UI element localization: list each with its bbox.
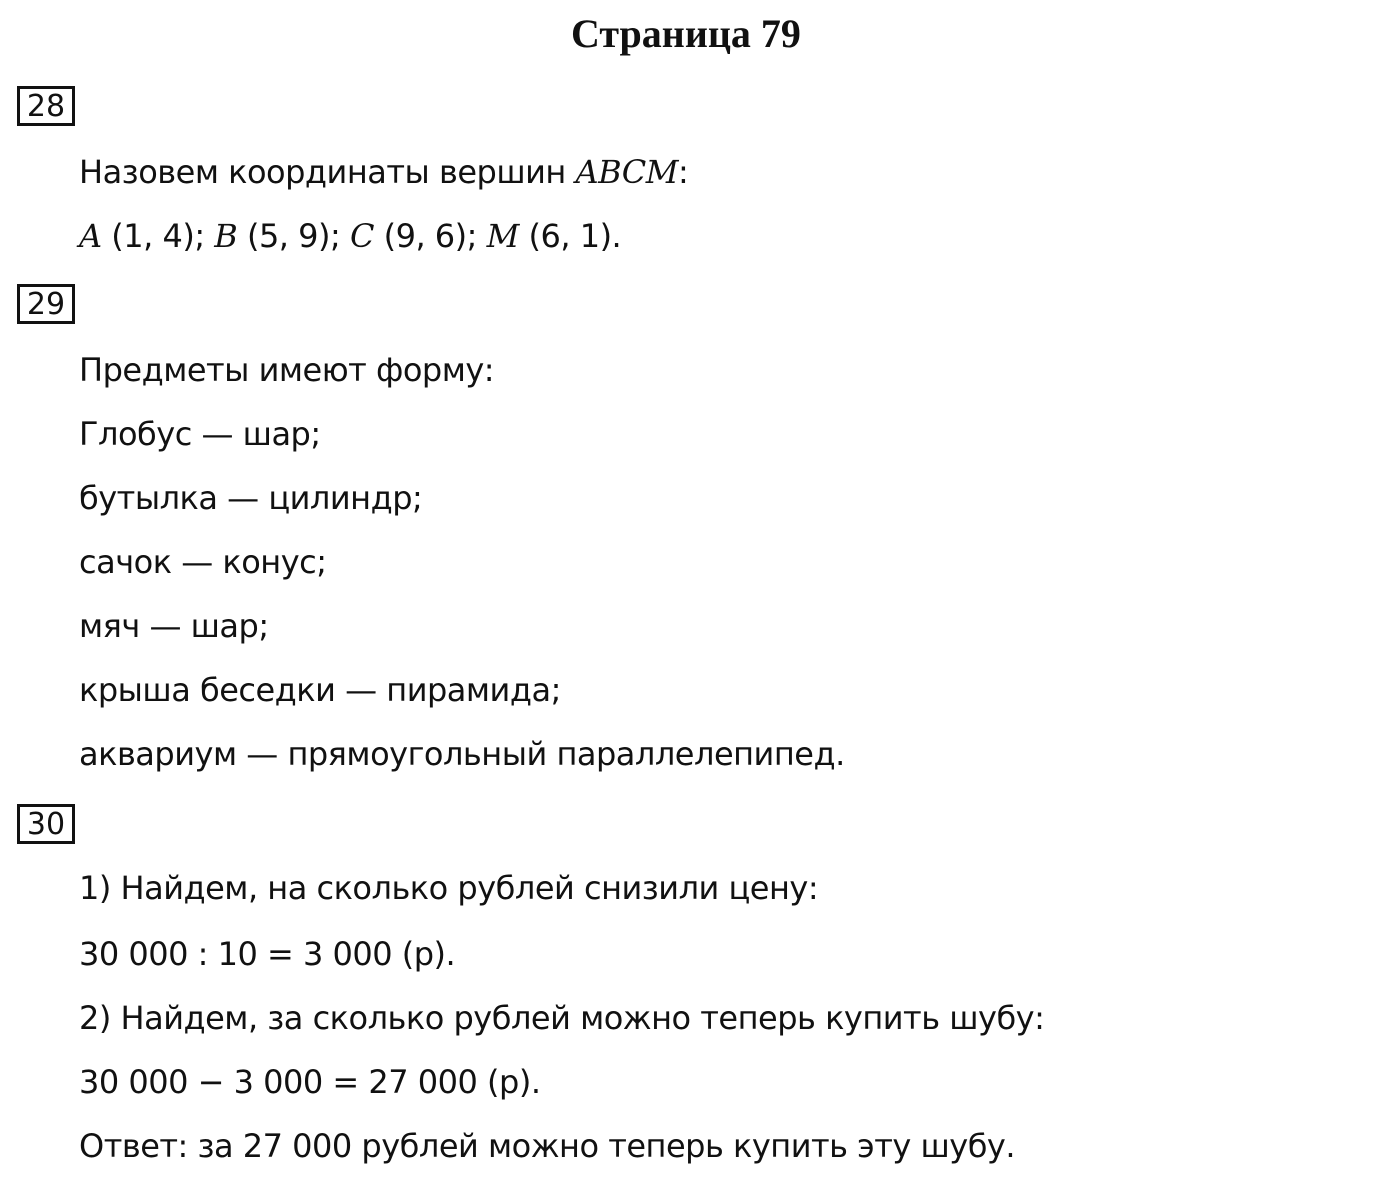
point-c-label: C <box>349 217 374 255</box>
task-28-line-2 <box>79 216 621 256</box>
task-number-30: 30 <box>17 804 75 844</box>
task-30-line-2: 30 000 : 10 = 3 000 (р). <box>79 935 456 973</box>
task-29-line-7: аквариум — прямоугольный параллелепипед. <box>79 735 845 773</box>
task-29-line-5: мяч — шар; <box>79 607 269 645</box>
task-28-line-1 <box>79 152 688 192</box>
task-30-line-5: Ответ: за 27 000 рублей можно теперь купить эту шубу. <box>79 1127 1016 1165</box>
task-28-intro-colon: : <box>677 153 689 191</box>
task-28-intro-text: Назовем координаты вершин <box>79 153 576 191</box>
task-30-line-4: 30 000 − 3 000 = 27 000 (р). <box>79 1063 541 1101</box>
point-m-coords: (6, 1). <box>518 217 622 255</box>
point-b-coords: (5, 9); <box>237 217 350 255</box>
point-c-coords: (9, 6); <box>373 217 487 255</box>
task-30-line-1: 1) Найдем, на сколько рублей снизили цену: <box>79 869 819 907</box>
task-number-28: 28 <box>17 86 75 126</box>
point-m-label: M <box>486 217 519 255</box>
point-a-coords: (1, 4); <box>101 217 215 255</box>
task-29-line-1: Предметы имеют форму: <box>79 351 495 389</box>
point-a-label: A <box>79 217 102 255</box>
quadrilateral-name: ABCM <box>575 153 678 191</box>
task-29-line-2: Глобус — шар; <box>79 415 321 453</box>
task-29-line-3: бутылка — цилиндр; <box>79 479 423 517</box>
task-30-line-3: 2) Найдем, за сколько рублей можно теперь купить шубу: <box>79 999 1045 1037</box>
task-number-29: 29 <box>17 284 75 324</box>
task-29-line-4: сачок — конус; <box>79 543 327 581</box>
point-b-label: B <box>214 217 238 255</box>
page-title: Страница 79 <box>571 11 801 56</box>
task-29-line-6: крыша беседки — пирамида; <box>79 671 561 709</box>
